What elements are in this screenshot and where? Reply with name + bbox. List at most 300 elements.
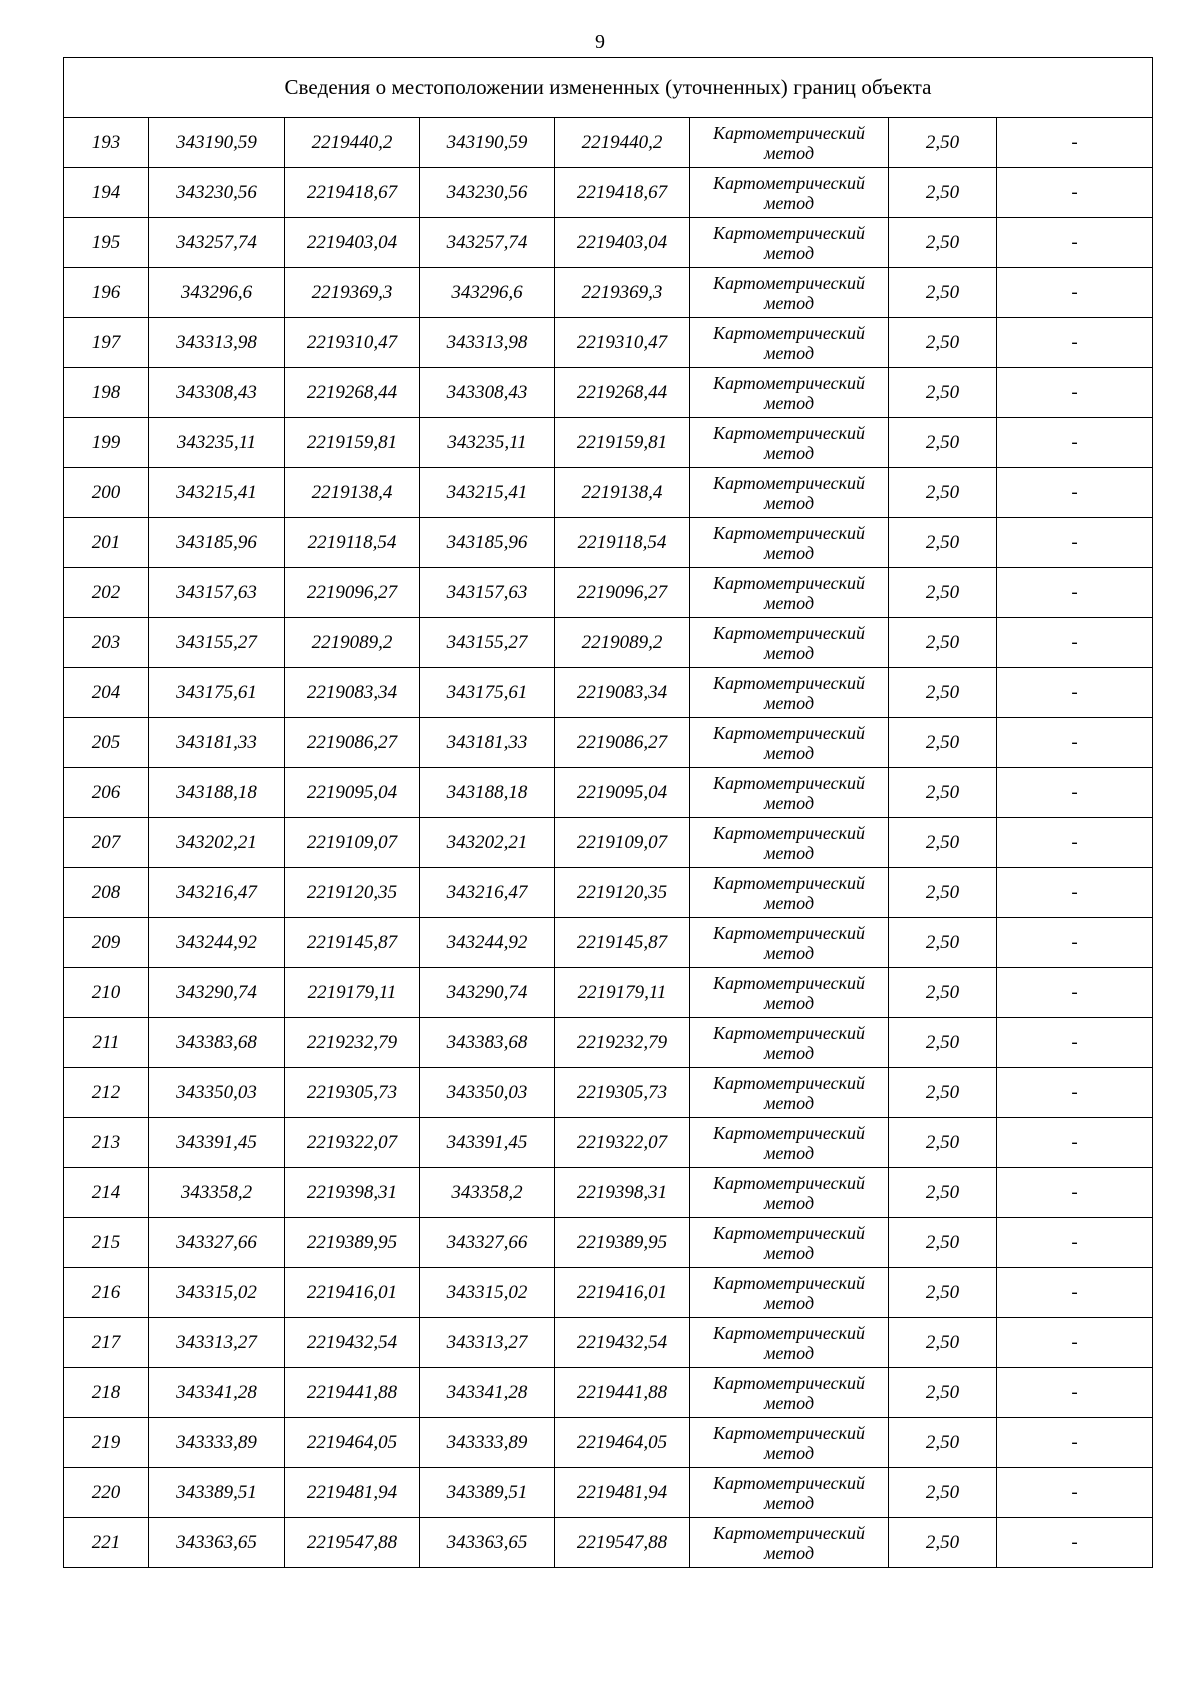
accuracy-cell: 2,50 (889, 1368, 997, 1418)
x-refined-cell: 343244,92 (420, 918, 555, 968)
x-refined-cell: 343358,2 (420, 1168, 555, 1218)
x-refined-cell: 343175,61 (420, 668, 555, 718)
y-refined-cell: 2219310,47 (555, 318, 690, 368)
y-refined-cell: 2219095,04 (555, 768, 690, 818)
y-existing-cell: 2219389,95 (285, 1218, 420, 1268)
note-cell: - (997, 1368, 1153, 1418)
method-line-1: Картометрический (712, 422, 865, 443)
accuracy-cell: 2,50 (889, 418, 997, 468)
point-number-cell: 202 (64, 568, 149, 618)
method-line-2: метод (763, 742, 815, 763)
x-existing-cell: 343358,2 (149, 1168, 285, 1218)
x-existing-cell: 343313,98 (149, 318, 285, 368)
x-existing-cell: 343185,96 (149, 518, 285, 568)
y-existing-cell: 2219403,04 (285, 218, 420, 268)
note-cell: - (997, 618, 1153, 668)
method-cell (690, 1118, 889, 1168)
table-row (64, 568, 1153, 618)
accuracy-cell: 2,50 (889, 168, 997, 218)
note-cell: - (997, 1418, 1153, 1468)
point-number-cell: 213 (64, 1118, 149, 1168)
accuracy-cell: 2,50 (889, 1118, 997, 1168)
method-line-2: метод (763, 192, 815, 213)
x-existing-cell: 343188,18 (149, 768, 285, 818)
method-line-1: Картометрический (712, 872, 865, 893)
y-refined-cell: 2219389,95 (555, 1218, 690, 1268)
method-line-2: метод (763, 242, 815, 263)
note-cell: - (997, 1518, 1153, 1568)
method-cell (690, 1418, 889, 1468)
note-cell: - (997, 1068, 1153, 1118)
x-existing-cell: 343327,66 (149, 1218, 285, 1268)
method-cell (690, 418, 889, 468)
x-refined-cell: 343296,6 (420, 268, 555, 318)
point-number-cell: 198 (64, 368, 149, 418)
method-line-1: Картометрический (712, 472, 865, 493)
accuracy-cell: 2,50 (889, 718, 997, 768)
note-cell: - (997, 368, 1153, 418)
y-refined-cell: 2219440,2 (555, 118, 690, 168)
method-line-2: метод (763, 842, 815, 863)
table-row (64, 1418, 1153, 1468)
y-existing-cell: 2219310,47 (285, 318, 420, 368)
accuracy-cell: 2,50 (889, 318, 997, 368)
method-cell (690, 768, 889, 818)
point-number-cell: 219 (64, 1418, 149, 1468)
x-refined-cell: 343290,74 (420, 968, 555, 1018)
point-number-cell: 210 (64, 968, 149, 1018)
method-cell (690, 1318, 889, 1368)
accuracy-cell: 2,50 (889, 668, 997, 718)
method-line-2: метод (763, 1492, 815, 1513)
x-existing-cell: 343202,21 (149, 818, 285, 868)
y-existing-cell: 2219398,31 (285, 1168, 420, 1218)
x-refined-cell: 343155,27 (420, 618, 555, 668)
method-line-1: Картометрический (712, 922, 865, 943)
point-number-cell: 207 (64, 818, 149, 868)
y-refined-cell: 2219305,73 (555, 1068, 690, 1118)
method-line-1: Картометрический (712, 522, 865, 543)
method-line-1: Картометрический (712, 372, 865, 393)
method-cell (690, 818, 889, 868)
x-refined-cell: 343190,59 (420, 118, 555, 168)
method-line-1: Картометрический (712, 772, 865, 793)
method-line-1: Картометрический (712, 572, 865, 593)
x-existing-cell: 343363,65 (149, 1518, 285, 1568)
x-existing-cell: 343190,59 (149, 118, 285, 168)
y-refined-cell: 2219109,07 (555, 818, 690, 868)
x-existing-cell: 343290,74 (149, 968, 285, 1018)
x-refined-cell: 343363,65 (420, 1518, 555, 1568)
accuracy-cell: 2,50 (889, 818, 997, 868)
y-existing-cell: 2219232,79 (285, 1018, 420, 1068)
method-line-2: метод (763, 492, 815, 513)
method-line-2: метод (763, 392, 815, 413)
method-cell (690, 618, 889, 668)
accuracy-cell: 2,50 (889, 1068, 997, 1118)
accuracy-cell: 2,50 (889, 568, 997, 618)
note-cell: - (997, 668, 1153, 718)
accuracy-cell: 2,50 (889, 518, 997, 568)
method-cell (690, 1368, 889, 1418)
method-line-2: метод (763, 1042, 815, 1063)
y-refined-cell: 2219416,01 (555, 1268, 690, 1318)
y-existing-cell: 2219138,4 (285, 468, 420, 518)
point-number-cell: 216 (64, 1268, 149, 1318)
method-line-2: метод (763, 792, 815, 813)
x-refined-cell: 343216,47 (420, 868, 555, 918)
note-cell: - (997, 1168, 1153, 1218)
y-existing-cell: 2219145,87 (285, 918, 420, 968)
page-number: 9 (595, 31, 605, 53)
y-refined-cell: 2219403,04 (555, 218, 690, 268)
point-number-cell: 208 (64, 868, 149, 918)
y-existing-cell: 2219268,44 (285, 368, 420, 418)
table-row (64, 1268, 1153, 1318)
x-refined-cell: 343308,43 (420, 368, 555, 418)
accuracy-cell: 2,50 (889, 1468, 997, 1518)
x-refined-cell: 343185,96 (420, 518, 555, 568)
method-line-1: Картометрический (712, 1322, 865, 1343)
x-refined-cell: 343350,03 (420, 1068, 555, 1118)
method-line-1: Картометрический (712, 222, 865, 243)
note-cell: - (997, 1218, 1153, 1268)
table-row (64, 1118, 1153, 1168)
y-existing-cell: 2219369,3 (285, 268, 420, 318)
table-row (64, 968, 1153, 1018)
method-line-2: метод (763, 142, 815, 163)
method-line-2: метод (763, 1542, 815, 1563)
note-cell: - (997, 1118, 1153, 1168)
y-refined-cell: 2219398,31 (555, 1168, 690, 1218)
note-cell: - (997, 768, 1153, 818)
y-existing-cell: 2219109,07 (285, 818, 420, 868)
accuracy-cell: 2,50 (889, 218, 997, 268)
point-number-cell: 195 (64, 218, 149, 268)
method-cell (690, 1168, 889, 1218)
x-existing-cell: 343244,92 (149, 918, 285, 968)
table-caption-row (64, 58, 1153, 118)
accuracy-cell: 2,50 (889, 1318, 997, 1368)
y-existing-cell: 2219120,35 (285, 868, 420, 918)
x-refined-cell: 343341,28 (420, 1368, 555, 1418)
point-number-cell: 203 (64, 618, 149, 668)
method-cell (690, 518, 889, 568)
x-existing-cell: 343389,51 (149, 1468, 285, 1518)
x-existing-cell: 343308,43 (149, 368, 285, 418)
method-line-2: метод (763, 642, 815, 663)
table-row (64, 1218, 1153, 1268)
point-number-cell: 196 (64, 268, 149, 318)
table-row (64, 768, 1153, 818)
y-existing-cell: 2219441,88 (285, 1368, 420, 1418)
x-existing-cell: 343157,63 (149, 568, 285, 618)
x-existing-cell: 343296,6 (149, 268, 285, 318)
method-cell (690, 1518, 889, 1568)
method-line-1: Картометрический (712, 1522, 865, 1543)
table-row (64, 1168, 1153, 1218)
note-cell: - (997, 1468, 1153, 1518)
point-number-cell: 205 (64, 718, 149, 768)
table-row (64, 1318, 1153, 1368)
y-existing-cell: 2219481,94 (285, 1468, 420, 1518)
table-row (64, 168, 1153, 218)
method-cell (690, 368, 889, 418)
method-line-1: Картометрический (712, 622, 865, 643)
method-line-2: метод (763, 892, 815, 913)
method-cell (690, 168, 889, 218)
method-line-2: метод (763, 1342, 815, 1363)
y-refined-cell: 2219179,11 (555, 968, 690, 1018)
method-line-2: метод (763, 1142, 815, 1163)
x-refined-cell: 343235,11 (420, 418, 555, 468)
x-refined-cell: 343257,74 (420, 218, 555, 268)
method-cell (690, 318, 889, 368)
method-cell (690, 118, 889, 168)
note-cell: - (997, 1318, 1153, 1368)
note-cell: - (997, 818, 1153, 868)
method-cell (690, 668, 889, 718)
method-line-1: Картометрический (712, 1472, 865, 1493)
y-refined-cell: 2219096,27 (555, 568, 690, 618)
method-line-2: метод (763, 1392, 815, 1413)
y-refined-cell: 2219481,94 (555, 1468, 690, 1518)
x-refined-cell: 343202,21 (420, 818, 555, 868)
x-existing-cell: 343235,11 (149, 418, 285, 468)
method-line-2: метод (763, 692, 815, 713)
table-row (64, 118, 1153, 168)
x-refined-cell: 343383,68 (420, 1018, 555, 1068)
table-caption: Сведения о местоположении измененных (уточненных) границ объекта (64, 58, 1153, 118)
y-existing-cell: 2219086,27 (285, 718, 420, 768)
accuracy-cell: 2,50 (889, 468, 997, 518)
point-number-cell: 204 (64, 668, 149, 718)
method-cell (690, 1218, 889, 1268)
x-existing-cell: 343341,28 (149, 1368, 285, 1418)
x-existing-cell: 343181,33 (149, 718, 285, 768)
x-existing-cell: 343175,61 (149, 668, 285, 718)
method-line-1: Картометрический (712, 1272, 865, 1293)
note-cell: - (997, 418, 1153, 468)
y-refined-cell: 2219322,07 (555, 1118, 690, 1168)
x-existing-cell: 343350,03 (149, 1068, 285, 1118)
y-refined-cell: 2219441,88 (555, 1368, 690, 1418)
table-row (64, 1518, 1153, 1568)
accuracy-cell: 2,50 (889, 968, 997, 1018)
point-number-cell: 200 (64, 468, 149, 518)
table-row (64, 418, 1153, 468)
method-line-2: метод (763, 542, 815, 563)
method-cell (690, 868, 889, 918)
y-refined-cell: 2219145,87 (555, 918, 690, 968)
y-existing-cell: 2219096,27 (285, 568, 420, 618)
point-number-cell: 212 (64, 1068, 149, 1118)
y-existing-cell: 2219095,04 (285, 768, 420, 818)
x-refined-cell: 343327,66 (420, 1218, 555, 1268)
point-number-cell: 214 (64, 1168, 149, 1218)
table-row (64, 668, 1153, 718)
method-cell (690, 568, 889, 618)
note-cell: - (997, 318, 1153, 368)
method-cell (690, 1068, 889, 1118)
x-refined-cell: 343391,45 (420, 1118, 555, 1168)
x-existing-cell: 343391,45 (149, 1118, 285, 1168)
y-existing-cell: 2219418,67 (285, 168, 420, 218)
y-refined-cell: 2219432,54 (555, 1318, 690, 1368)
y-refined-cell: 2219089,2 (555, 618, 690, 668)
x-refined-cell: 343188,18 (420, 768, 555, 818)
y-refined-cell: 2219118,54 (555, 518, 690, 568)
note-cell: - (997, 518, 1153, 568)
table-row (64, 1468, 1153, 1518)
y-refined-cell: 2219369,3 (555, 268, 690, 318)
y-existing-cell: 2219118,54 (285, 518, 420, 568)
y-refined-cell: 2219547,88 (555, 1518, 690, 1568)
note-cell: - (997, 168, 1153, 218)
method-line-2: метод (763, 592, 815, 613)
x-existing-cell: 343315,02 (149, 1268, 285, 1318)
table-row (64, 318, 1153, 368)
table-row (64, 518, 1153, 568)
x-refined-cell: 343230,56 (420, 168, 555, 218)
table-row (64, 918, 1153, 968)
method-cell (690, 1468, 889, 1518)
method-line-1: Картометрический (712, 172, 865, 193)
method-line-2: метод (763, 1242, 815, 1263)
point-number-cell: 199 (64, 418, 149, 468)
method-line-1: Картометрический (712, 1372, 865, 1393)
y-refined-cell: 2219083,34 (555, 668, 690, 718)
accuracy-cell: 2,50 (889, 268, 997, 318)
note-cell: - (997, 568, 1153, 618)
method-cell (690, 268, 889, 318)
x-refined-cell: 343181,33 (420, 718, 555, 768)
table-row (64, 1368, 1153, 1418)
method-line-2: метод (763, 992, 815, 1013)
method-line-2: метод (763, 342, 815, 363)
point-number-cell: 220 (64, 1468, 149, 1518)
x-refined-cell: 343313,27 (420, 1318, 555, 1368)
note-cell: - (997, 968, 1153, 1018)
note-cell: - (997, 118, 1153, 168)
y-existing-cell: 2219159,81 (285, 418, 420, 468)
y-refined-cell: 2219464,05 (555, 1418, 690, 1468)
note-cell: - (997, 718, 1153, 768)
accuracy-cell: 2,50 (889, 618, 997, 668)
accuracy-cell: 2,50 (889, 868, 997, 918)
y-refined-cell: 2219120,35 (555, 868, 690, 918)
x-existing-cell: 343313,27 (149, 1318, 285, 1368)
method-line-1: Картометрический (712, 322, 865, 343)
method-line-1: Картометрический (712, 972, 865, 993)
boundary-coordinates-table (63, 57, 1153, 1568)
method-cell (690, 1018, 889, 1068)
y-existing-cell: 2219464,05 (285, 1418, 420, 1468)
x-refined-cell: 343157,63 (420, 568, 555, 618)
x-existing-cell: 343215,41 (149, 468, 285, 518)
y-existing-cell: 2219416,01 (285, 1268, 420, 1318)
y-existing-cell: 2219432,54 (285, 1318, 420, 1368)
method-line-1: Картометрический (712, 822, 865, 843)
method-cell (690, 1268, 889, 1318)
method-line-1: Картометрический (712, 1222, 865, 1243)
method-line-1: Картометрический (712, 1422, 865, 1443)
point-number-cell: 218 (64, 1368, 149, 1418)
method-cell (690, 968, 889, 1018)
point-number-cell: 209 (64, 918, 149, 968)
method-line-1: Картометрический (712, 672, 865, 693)
table-row (64, 1018, 1153, 1068)
note-cell: - (997, 918, 1153, 968)
method-line-2: метод (763, 1192, 815, 1213)
method-cell (690, 468, 889, 518)
point-number-cell: 193 (64, 118, 149, 168)
x-refined-cell: 343313,98 (420, 318, 555, 368)
method-line-2: метод (763, 292, 815, 313)
note-cell: - (997, 1268, 1153, 1318)
note-cell: - (997, 218, 1153, 268)
y-refined-cell: 2219232,79 (555, 1018, 690, 1068)
point-number-cell: 217 (64, 1318, 149, 1368)
y-existing-cell: 2219305,73 (285, 1068, 420, 1118)
x-refined-cell: 343215,41 (420, 468, 555, 518)
y-refined-cell: 2219268,44 (555, 368, 690, 418)
y-existing-cell: 2219440,2 (285, 118, 420, 168)
method-line-1: Картометрический (712, 1072, 865, 1093)
table-row (64, 268, 1153, 318)
note-cell: - (997, 868, 1153, 918)
method-line-2: метод (763, 942, 815, 963)
x-existing-cell: 343383,68 (149, 1018, 285, 1068)
table-row (64, 868, 1153, 918)
method-line-1: Картометрический (712, 1172, 865, 1193)
y-refined-cell: 2219138,4 (555, 468, 690, 518)
accuracy-cell: 2,50 (889, 1018, 997, 1068)
table-row (64, 368, 1153, 418)
x-existing-cell: 343230,56 (149, 168, 285, 218)
point-number-cell: 215 (64, 1218, 149, 1268)
y-refined-cell: 2219086,27 (555, 718, 690, 768)
method-cell (690, 218, 889, 268)
table-row (64, 468, 1153, 518)
method-line-1: Картометрический (712, 1022, 865, 1043)
method-line-2: метод (763, 1092, 815, 1113)
point-number-cell: 211 (64, 1018, 149, 1068)
point-number-cell: 194 (64, 168, 149, 218)
y-existing-cell: 2219083,34 (285, 668, 420, 718)
y-existing-cell: 2219179,11 (285, 968, 420, 1018)
accuracy-cell: 2,50 (889, 1418, 997, 1468)
note-cell: - (997, 468, 1153, 518)
point-number-cell: 197 (64, 318, 149, 368)
accuracy-cell: 2,50 (889, 768, 997, 818)
method-line-1: Картометрический (712, 272, 865, 293)
point-number-cell: 206 (64, 768, 149, 818)
x-existing-cell: 343216,47 (149, 868, 285, 918)
x-existing-cell: 343333,89 (149, 1418, 285, 1468)
y-refined-cell: 2219159,81 (555, 418, 690, 468)
accuracy-cell: 2,50 (889, 1168, 997, 1218)
table-row (64, 1068, 1153, 1118)
accuracy-cell: 2,50 (889, 368, 997, 418)
method-cell (690, 718, 889, 768)
table-row (64, 818, 1153, 868)
accuracy-cell: 2,50 (889, 118, 997, 168)
method-line-2: метод (763, 1442, 815, 1463)
accuracy-cell: 2,50 (889, 1268, 997, 1318)
note-cell: - (997, 268, 1153, 318)
accuracy-cell: 2,50 (889, 1218, 997, 1268)
